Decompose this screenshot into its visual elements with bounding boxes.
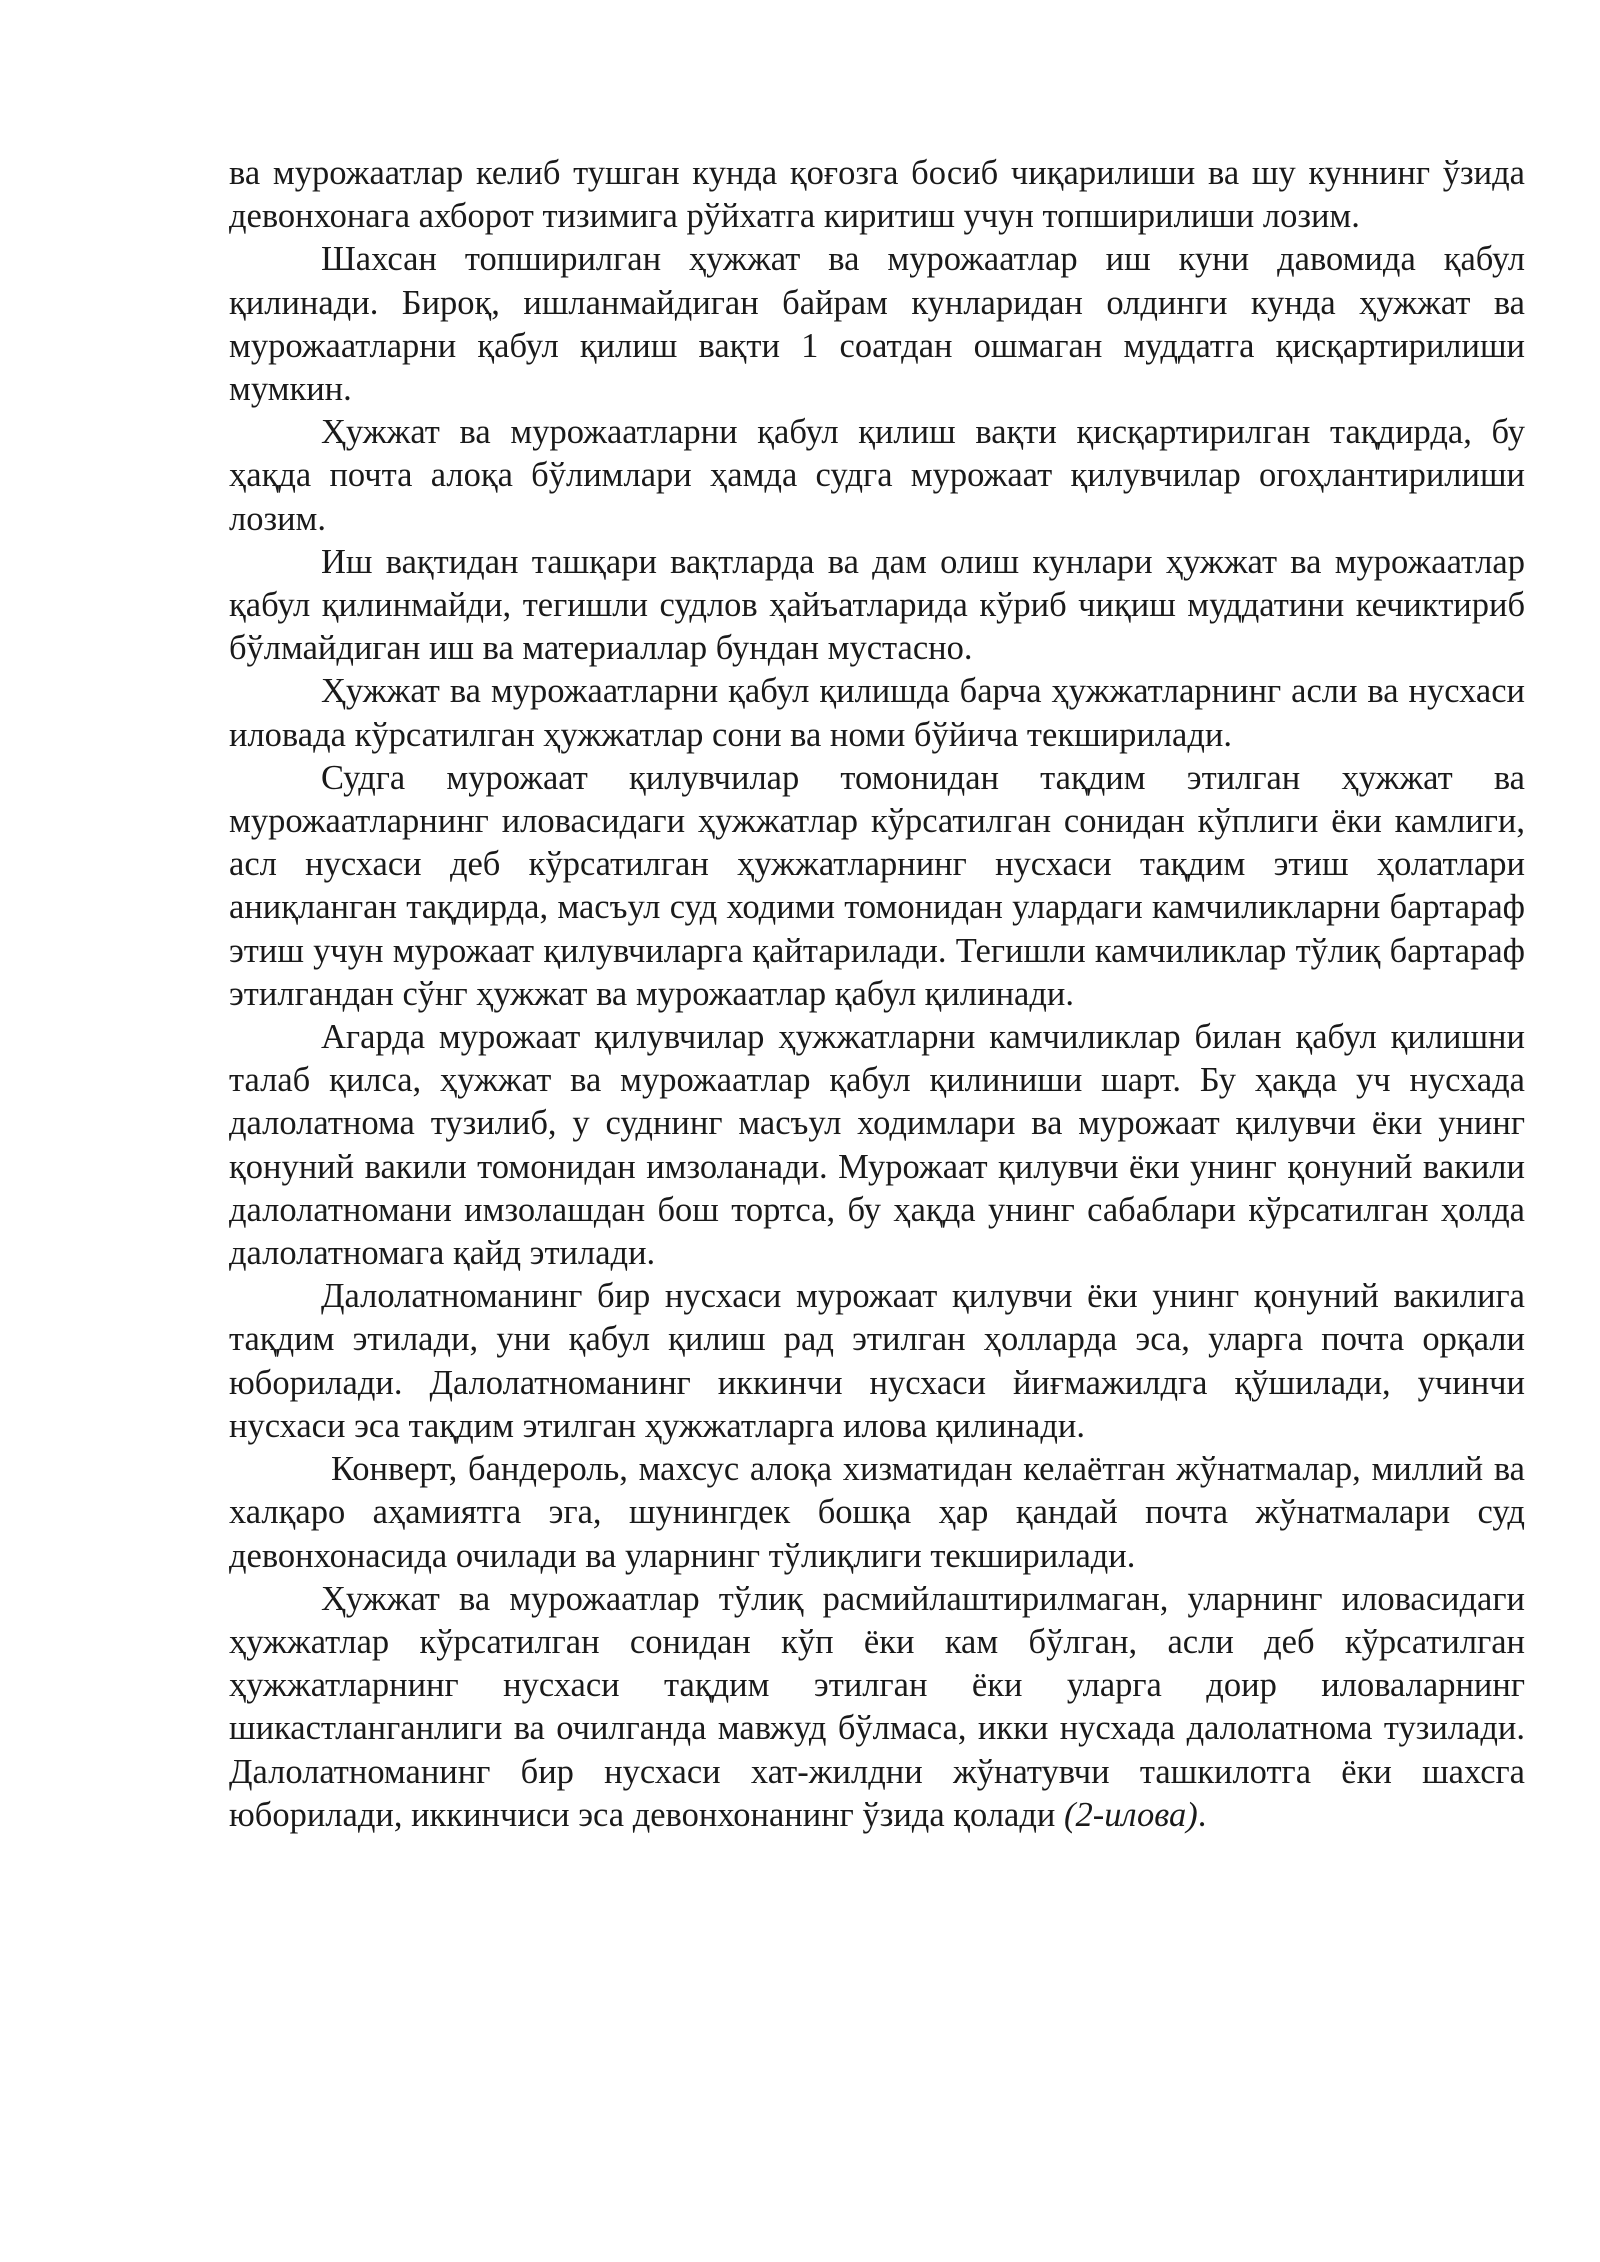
paragraph-10 <box>229 1578 1525 1837</box>
paragraph-5: Ҳужжат ва мурожаатларни қабул қилишда барча ҳужжатларнинг асли ва нусхаси иловада кўрсатилган ҳужжатлар сони ва номи бўйича текширилади. <box>229 672 1525 754</box>
paragraph-2: Шахсан топширилган ҳужжат ва мурожаатлар иш куни давомида қабул қилинади. Бироқ, ишланмайдиган байрам кунларидан олдинги кунда ҳужжат ва мурожаатларни қабул қилиш вақти 1 соатдан ошмаган муддатга қисқартирилиши мумкин. <box>229 240 1525 409</box>
paragraph-4: Иш вақтидан ташқари вақтларда ва дам олиш кунлари ҳужжат ва мурожаатлар қабул қилинмайди, тегишли судлов ҳайъатларида кўриб чиқиш муддатини кечиктириб бўлмайдиган иш ва материаллар бундан мустасно. <box>229 542 1525 668</box>
paragraph-1: ва мурожаатлар келиб тушган кунда қоғозга босиб чиқарилиши ва шу куннинг ўзида девонхонага ахборот тизимига рўйхатга киритиш учун топширилиши лозим. <box>229 154 1525 236</box>
paragraph-6: Судга мурожаат қилувчилар томонидан тақдим этилган ҳужжат ва мурожаатларнинг иловасидаги ҳужжатлар кўрсатилган сонидан кўплиги ёки камлиги, асл нусхаси деб кўрсатилган ҳужжатларнинг нусхаси тақдим этиш ҳолатлари аниқланган тақдирда, масъул суд ходими томонидан улардаги камчиликларни бартараф этиш учун мурожаат қилувчиларга қайтарилади. Тегишли камчиликлар тўлиқ бартараф этилгандан сўнг ҳужжат ва мурожаатлар қабул қилинади. <box>229 758 1525 1013</box>
document-page <box>229 152 1525 1837</box>
paragraph-8: Далолатноманинг бир нусхаси мурожаат қилувчи ёки унинг қонуний вакилига тақдим этилади, уни қабул қилиш рад этилган ҳолларда эса, уларга почта орқали юборилади. Далолатноманинг иккинчи нусхаси йиғмажилдга қўшилади, учинчи нусхаси эса тақдим этилган ҳужжатларга илова қилинади. <box>229 1277 1525 1445</box>
paragraph-10-terminator: . <box>1197 1795 1207 1834</box>
paragraph-7: Агарда мурожаат қилувчилар ҳужжатларни камчиликлар билан қабул қилишни талаб қилса, ҳужжат ва мурожаатлар қабул қилиниши шарт. Бу ҳақда уч нусхада далолатнома тузилиб, у суднинг масъул ходимлари ва мурожаат қилувчи ёки унинг қонуний вакили томонидан имзоланади. Мурожаат қилувчи ёки унинг қонуний вакили далолатномани имзолашдан бош тортса, бу ҳақда унинг сабаблари кўрсатилган ҳолда далолатномага қайд этилади. <box>229 1018 1525 1273</box>
paragraph-10-text: Ҳужжат ва мурожаатлар тўлиқ расмийлаштирилмаган, уларнинг иловасидаги ҳужжатлар кўрсатилган сонидан кўп ёки кам бўлган, асли деб кўрсатилган ҳужжатларнинг нусхаси тақдим этилган ёки уларга доир иловаларнинг шикастланганлиги ва очилганда мавжуд бўлмаса, икки нусхада далолатнома тузилади. Далолатноманинг бир нусхаси хат-жилдни жўнатувчи ташкилотга ёки шахсга юборилади, иккинчиси эса девонхонанинг ўзида қолади <box>229 1579 1525 1834</box>
paragraph-9: Конверт, бандероль, махсус алоқа хизматидан келаётган жўнатмалар, миллий ва халқаро аҳамиятга эга, шунингдек бошқа ҳар қандай почта жўнатмалари суд девонхонасида очилади ва уларнинг тўлиқлиги текширилади. <box>229 1450 1525 1575</box>
paragraph-3: Ҳужжат ва мурожаатларни қабул қилиш вақти қисқартирилган тақдирда, бу ҳақда почта алоқа бўлимлари ҳамда судга мурожаат қилувчилар огоҳлантирилиши лозим. <box>229 413 1525 538</box>
appendix-reference: (2-илова) <box>1064 1795 1198 1834</box>
